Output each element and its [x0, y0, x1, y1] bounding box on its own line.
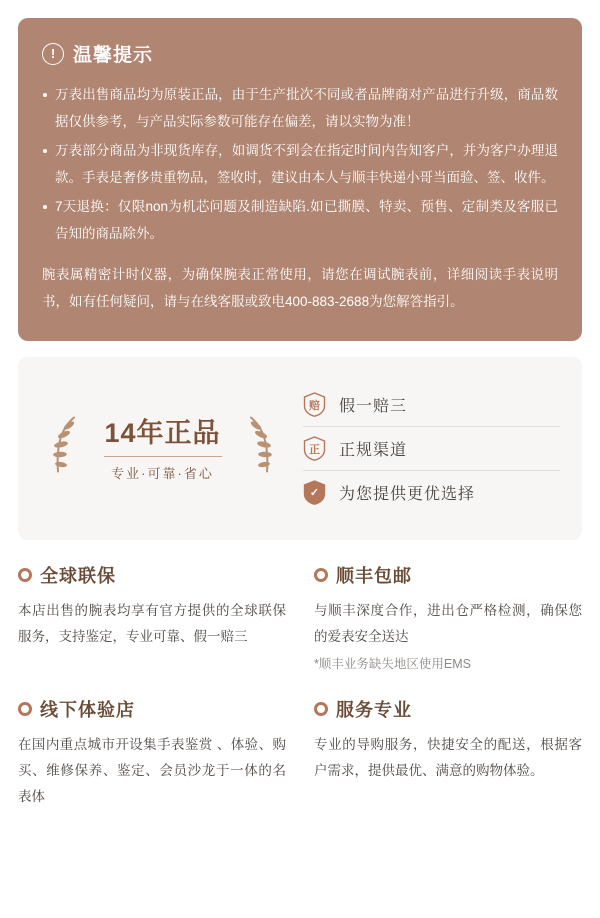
feature-body: 本店出售的腕表均享有官方提供的全球联保服务，支持鉴定，专业可靠、假一赔三: [18, 603, 286, 644]
promise-row: [303, 470, 560, 514]
ring-icon: [18, 568, 32, 582]
notice-bullet-list: [42, 81, 558, 247]
badge-official-channel-icon: [303, 436, 326, 461]
feature-global-warranty: [18, 562, 286, 676]
feature-professional-service: [314, 696, 582, 810]
promise-list: [285, 383, 560, 514]
notice-footer-text: 腕表属精密计时仪器，为确保腕表正常使用，请您在调试腕表前，详细阅读手表说明书，如有任何疑问，请与在线客服或致电400-883-2688为您解答指引。: [42, 267, 558, 309]
feature-note: *顺丰业务缺失地区使用EMS: [314, 657, 471, 671]
feature-header: [314, 562, 582, 588]
badge-divider: [104, 456, 222, 457]
check-shield-icon: [303, 480, 326, 505]
ring-icon: [314, 702, 328, 716]
notice-bullet: 万表出售商品均为原装正品，由于生产批次不同或者品牌商对产品进行升级，商品数据仅供参考，与产品实际参数可能存在偏差，请以实物为准！: [42, 81, 558, 135]
promise-row: [303, 383, 560, 426]
promise-label: 为您提供更优选择: [339, 486, 476, 503]
feature-body: 专业的导购服务，快捷安全的配送，根据客户需求，提供最优、满意的购物体验。: [314, 737, 582, 778]
feature-offline-store: [18, 696, 286, 810]
feature-header: [18, 696, 286, 722]
laurel-left-icon: [52, 414, 78, 483]
feature-title: 全球联保: [40, 566, 116, 586]
notice-card: [18, 18, 582, 341]
promise-row: [303, 426, 560, 470]
feature-title: 顺丰包邮: [336, 566, 412, 586]
badge-subtitle: 专业·可靠·省心: [111, 466, 214, 482]
guarantee-card: [18, 357, 582, 540]
ring-icon: [314, 568, 328, 582]
feature-title: 服务专业: [336, 700, 412, 720]
feature-header: [314, 696, 582, 722]
feature-body: 在国内重点城市开设集手表鉴赏 、体验、购买、维修保养、鉴定、会员沙龙于一体的名表体: [18, 737, 286, 804]
promise-label: 正规渠道: [339, 442, 408, 459]
promo-page: [0, 18, 600, 918]
ring-icon: [18, 702, 32, 716]
promise-icon-text: 正: [309, 443, 320, 456]
years-badge: [40, 413, 285, 484]
notice-bullet: 万表部分商品为非现货库存，如调货不到会在指定时间内告知客户，并为客户办理退款。手表是奢侈贵重物品，签收时，建议由本人与顺丰快递小哥当面验、签、收件。: [42, 137, 558, 191]
promise-icon-text: 赔: [309, 399, 320, 412]
badge-years-text: 14年正品: [104, 417, 221, 448]
notice-title: 温馨提示: [73, 45, 154, 66]
exclamation-glyph: !: [50, 46, 56, 61]
feature-body: 与顺丰深度合作，进出仓严格检测，确保您的爱表安全送达: [314, 603, 582, 644]
feature-grid: [18, 562, 582, 810]
feature-title: 线下体验店: [40, 700, 135, 720]
promise-label: 假一赔三: [339, 398, 408, 415]
notice-bullet: 7天退换：仅限non为机芯问题及制造缺陷.如已撕膜、特卖、预售、定制类及客服已告知的商品除外。: [42, 193, 558, 247]
laurel-right-icon: [247, 414, 273, 483]
feature-sf-free-shipping: [314, 562, 582, 676]
badge-fake-compensate-icon: [303, 392, 326, 417]
exclamation-circle-icon: [42, 43, 64, 65]
feature-header: [18, 562, 286, 588]
promise-icon-text: ✓: [309, 487, 320, 499]
notice-header: [42, 40, 558, 67]
